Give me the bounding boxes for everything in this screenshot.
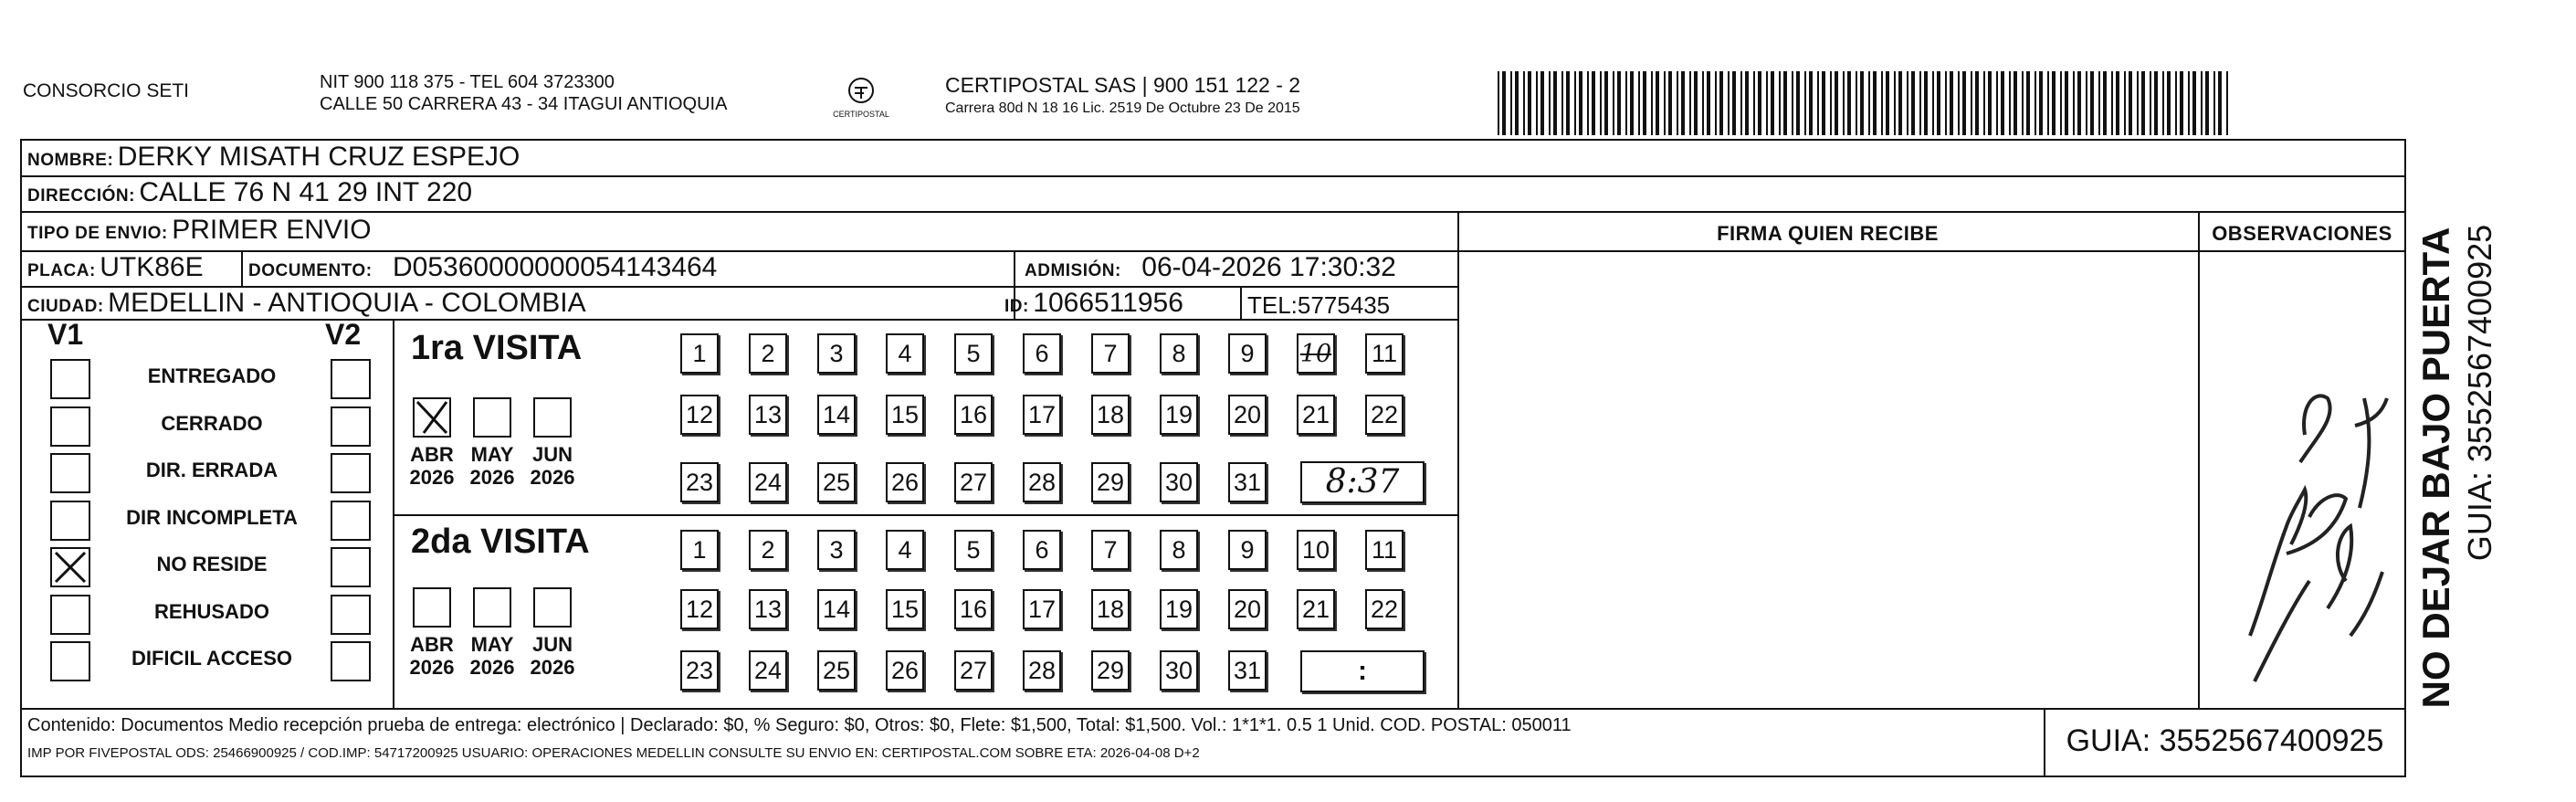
company-address: CALLE 50 CARRERA 43 - 34 ITAGUI ANTIOQUIA xyxy=(320,94,728,114)
v2-checkbox-6[interactable] xyxy=(331,641,371,681)
visit1-day-7[interactable]: 7 xyxy=(1091,333,1130,374)
visit1-day-29[interactable]: 29 xyxy=(1091,462,1130,502)
visit1-day-31[interactable]: 31 xyxy=(1228,462,1267,502)
visit1-month-label: JUN 2026 xyxy=(530,443,575,489)
visit1-day-16[interactable]: 16 xyxy=(954,395,993,435)
v1-checkbox-2[interactable] xyxy=(50,453,90,493)
company-name: CONSORCIO SETI xyxy=(23,80,190,101)
visit2-day-5[interactable]: 5 xyxy=(954,530,993,570)
carrier-name: CERTIPOSTAL SAS | 900 151 122 - 2 xyxy=(945,73,1301,97)
visit1-day-10[interactable]: 10 xyxy=(1297,333,1335,374)
svg-text:CERTIPOSTAL: CERTIPOSTAL xyxy=(833,110,889,119)
ciudad-value: MEDELLIN - ANTIOQUIA - COLOMBIA xyxy=(108,288,586,318)
v2-checkbox-0[interactable] xyxy=(331,359,371,399)
footer-imp: IMP POR FIVEPOSTAL ODS: 25466900925 / COD.IMP: 54717200925 USUARIO: OPERACIONES MEDELLIN CONSULTE SU ENVIO EN: CERTIPOSTAL.COM SOBRE ETA: 2026-04-08 D+2 xyxy=(27,745,1200,761)
visit2-month-checkbox-0[interactable] xyxy=(413,587,451,628)
visit2-day-15[interactable]: 15 xyxy=(886,589,924,629)
visit2-day-22[interactable]: 22 xyxy=(1365,589,1404,629)
visit2-day-13[interactable]: 13 xyxy=(749,589,787,629)
admision-label: ADMISIÓN: xyxy=(1025,261,1121,280)
direccion-label: DIRECCIÓN: xyxy=(27,186,135,206)
nombre-value: DERKY MISATH CRUZ ESPEJO xyxy=(117,142,520,172)
visit2-day-3[interactable]: 3 xyxy=(817,530,856,570)
status-option-label: CERRADO xyxy=(161,411,263,435)
visit2-day-30[interactable]: 30 xyxy=(1160,650,1198,691)
observaciones-label: OBSERVACIONES xyxy=(2212,222,2392,245)
visit2-day-25[interactable]: 25 xyxy=(817,650,856,691)
id-value: 1066511956 xyxy=(1033,288,1183,318)
v1-checkbox-5[interactable] xyxy=(50,595,90,635)
visit1-day-25[interactable]: 25 xyxy=(817,462,856,502)
tipo-envio-field xyxy=(27,215,372,246)
visit2-day-27[interactable]: 27 xyxy=(954,650,993,691)
visit2-day-26[interactable]: 26 xyxy=(886,650,924,691)
second-visit-title: 2da VISITA xyxy=(411,522,590,561)
visit2-day-2[interactable]: 2 xyxy=(749,530,787,570)
visit1-day-21[interactable]: 21 xyxy=(1297,395,1335,435)
v1-checkbox-3[interactable] xyxy=(50,501,90,541)
visit2-day-29[interactable]: 29 xyxy=(1091,650,1130,691)
visit1-day-20[interactable]: 20 xyxy=(1228,395,1267,435)
visit2-month-label: ABR 2026 xyxy=(409,633,455,679)
visit1-day-27[interactable]: 27 xyxy=(954,462,993,502)
id-field xyxy=(1004,288,1183,319)
no-dejar-bajo-puerta: NO DEJAR BAJO PUERTA xyxy=(2414,227,2457,709)
visit2-day-10[interactable]: 10 xyxy=(1297,530,1335,570)
second-visit-time[interactable] xyxy=(1300,650,1425,692)
v2-label: V2 xyxy=(325,318,362,351)
visit2-day-19[interactable]: 19 xyxy=(1160,589,1198,629)
status-option-label: DIFICIL ACCESO xyxy=(131,647,292,670)
side-guia: GUIA: 3552567400925 xyxy=(2461,224,2498,562)
visit2-day-1[interactable]: 1 xyxy=(680,530,719,570)
visit1-day-12[interactable]: 12 xyxy=(680,395,719,435)
visit1-day-5[interactable]: 5 xyxy=(954,333,993,374)
first-visit-title: 1ra VISITA xyxy=(411,329,583,367)
visit1-month-checkbox-2[interactable] xyxy=(533,397,572,438)
visit2-day-8[interactable]: 8 xyxy=(1160,530,1198,570)
visit1-month-checkbox-0[interactable] xyxy=(413,397,451,438)
visit2-month-label: MAY 2026 xyxy=(469,633,515,679)
visit2-day-20[interactable]: 20 xyxy=(1228,589,1267,629)
visit1-day-19[interactable]: 19 xyxy=(1160,395,1198,435)
v1-checkbox-1[interactable] xyxy=(50,406,90,447)
direccion-field xyxy=(27,177,472,208)
visit2-day-11[interactable]: 11 xyxy=(1365,530,1404,570)
tipo-envio-label: TIPO DE ENVIO: xyxy=(27,224,168,243)
visit1-day-9[interactable]: 9 xyxy=(1228,333,1267,374)
status-option-label: DIR INCOMPLETA xyxy=(126,505,298,529)
v1-checkbox-6[interactable] xyxy=(50,641,90,681)
company-nit: NIT 900 118 375 - TEL 604 3723300 xyxy=(320,72,615,92)
visit2-day-12[interactable]: 12 xyxy=(680,589,719,629)
tel-value: 5775435 xyxy=(1297,291,1391,319)
visit1-day-30[interactable]: 30 xyxy=(1160,462,1198,502)
visit1-day-6[interactable]: 6 xyxy=(1023,333,1061,374)
placa-label: PLACA: xyxy=(27,261,96,280)
ciudad-field xyxy=(27,288,586,319)
visit1-day-17[interactable]: 17 xyxy=(1023,395,1061,435)
admision-field xyxy=(1025,252,1396,283)
visit1-day-2[interactable]: 2 xyxy=(749,333,787,374)
second-visit-time-placeholder: : xyxy=(1358,656,1367,686)
documento-field xyxy=(248,252,717,283)
barcode xyxy=(1498,71,2228,135)
v2-checkbox-4[interactable] xyxy=(331,547,371,587)
v2-checkbox-5[interactable] xyxy=(331,595,371,635)
first-visit-time-value: 8:37 xyxy=(1325,463,1400,501)
visit2-day-14[interactable]: 14 xyxy=(817,589,856,629)
visit1-day-3[interactable]: 3 xyxy=(817,333,856,374)
status-option-label: DIR. ERRADA xyxy=(145,459,279,481)
first-visit-time[interactable] xyxy=(1300,461,1425,503)
visit2-day-18[interactable]: 18 xyxy=(1091,589,1130,629)
status-option-label: ENTREGADO xyxy=(147,364,277,387)
footer-guia: GUIA: 3552567400925 xyxy=(2066,723,2384,758)
status-option-label: NO RESIDE xyxy=(156,553,268,575)
admision-value: 06-04-2026 17:30:32 xyxy=(1141,252,1396,282)
visit1-month-checkbox-1[interactable] xyxy=(473,397,511,438)
visit2-day-4[interactable]: 4 xyxy=(886,530,924,570)
visit2-month-checkbox-2[interactable] xyxy=(533,587,572,628)
visit2-day-21[interactable]: 21 xyxy=(1297,589,1335,629)
v1-label: V1 xyxy=(47,318,84,351)
visit1-day-8[interactable]: 8 xyxy=(1160,333,1198,374)
certipostal-logo-icon xyxy=(829,75,893,122)
visit2-day-6[interactable]: 6 xyxy=(1023,530,1061,570)
visit2-month-label: JUN 2026 xyxy=(530,633,575,679)
placa-value: UTK86E xyxy=(100,252,204,282)
visit1-day-1[interactable]: 1 xyxy=(680,333,719,374)
visit2-day-7[interactable]: 7 xyxy=(1091,530,1130,570)
visit2-day-9[interactable]: 9 xyxy=(1228,530,1267,570)
visit1-day-18[interactable]: 18 xyxy=(1091,395,1130,435)
placa-field xyxy=(27,252,204,283)
observaciones-area[interactable] xyxy=(2200,252,2403,706)
tel-label: TEL: xyxy=(1247,291,1298,319)
visit2-day-24[interactable]: 24 xyxy=(749,650,787,691)
carrier-license: Carrera 80d N 18 16 Lic. 2519 De Octubre 23 De 2015 xyxy=(945,100,1300,116)
nombre-field xyxy=(27,142,520,173)
visit1-day-24[interactable]: 24 xyxy=(749,462,787,502)
visit2-day-31[interactable]: 31 xyxy=(1228,650,1267,691)
visit1-day-11[interactable]: 11 xyxy=(1365,333,1404,374)
visit1-month-label: ABR 2026 xyxy=(409,443,455,489)
firma-area[interactable] xyxy=(1459,252,2196,706)
direccion-value: CALLE 76 N 41 29 INT 220 xyxy=(139,177,473,207)
visit1-day-28[interactable]: 28 xyxy=(1023,462,1061,502)
visit2-day-28[interactable]: 28 xyxy=(1023,650,1061,691)
visit2-month-checkbox-1[interactable] xyxy=(473,587,511,628)
footer-contenido: Contenido: Documentos Medio recepción prueba de entrega: electrónico | Declarado: $0, % Seguro: $0, Otros: $0, Flete: $1,500, Total: $1,500. Vol.: 1*1*1. 0.5 1 Unid. COD. POSTAL: 050011 xyxy=(27,715,1572,735)
documento-value: D05360000000054143464 xyxy=(393,252,718,282)
visit2-day-16[interactable]: 16 xyxy=(954,589,993,629)
tipo-envio-value: PRIMER ENVIO xyxy=(172,215,372,245)
v1-checkbox-4[interactable] xyxy=(50,547,90,587)
handwritten-signature xyxy=(2200,252,2403,706)
visit1-day-13[interactable]: 13 xyxy=(749,395,787,435)
v2-checkbox-1[interactable] xyxy=(331,406,371,447)
ciudad-label: CIUDAD: xyxy=(27,297,104,316)
v2-checkbox-2[interactable] xyxy=(331,453,371,493)
tel-field xyxy=(1247,291,1390,320)
visit1-day-14[interactable]: 14 xyxy=(817,395,856,435)
firma-label: FIRMA QUIEN RECIBE xyxy=(1717,222,1939,245)
visit1-month-label: MAY 2026 xyxy=(469,443,515,489)
v2-checkbox-3[interactable] xyxy=(331,501,371,541)
visit1-day-15[interactable]: 15 xyxy=(886,395,924,435)
documento-label: DOCUMENTO: xyxy=(248,261,373,280)
visit1-day-22[interactable]: 22 xyxy=(1365,395,1404,435)
status-option-label: REHUSADO xyxy=(154,599,269,623)
nombre-label: NOMBRE: xyxy=(27,151,114,170)
visit2-day-17[interactable]: 17 xyxy=(1023,589,1061,629)
visit2-day-23[interactable]: 23 xyxy=(680,650,719,691)
visit1-day-23[interactable]: 23 xyxy=(680,462,719,502)
visit1-day-4[interactable]: 4 xyxy=(886,333,924,374)
visit1-day-26[interactable]: 26 xyxy=(886,462,924,502)
id-label: ID: xyxy=(1004,297,1029,316)
v1-checkbox-0[interactable] xyxy=(50,359,90,399)
